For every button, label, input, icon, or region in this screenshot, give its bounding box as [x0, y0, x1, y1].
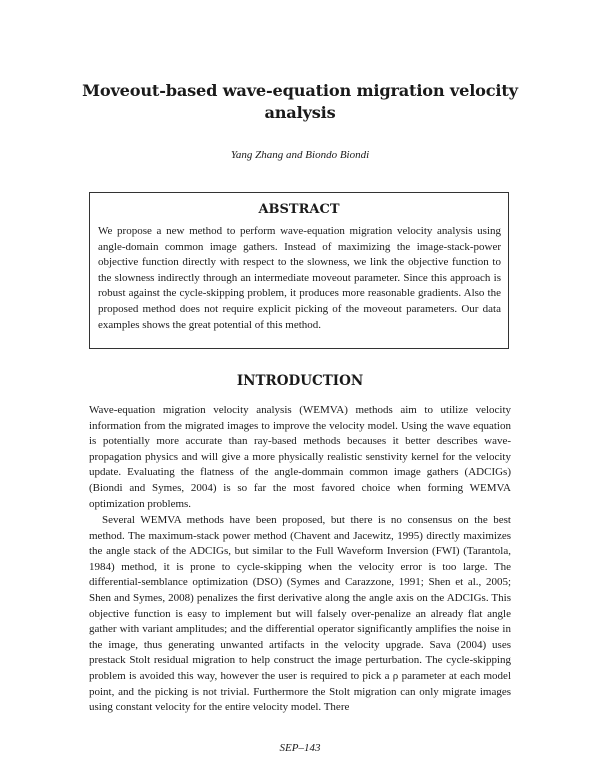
- paper-title: Moveout-based wave-equation migration velocity analysis: [82, 81, 518, 122]
- section-heading-introduction: INTRODUCTION: [236, 373, 364, 389]
- introduction-paragraph-2: Several WEMVA methods have been proposed, but there is no consensus on the best method. The maximum-stack power method (Chavent and Jacewitz, 1995) directly maximizes the angle stack of the ADCIGs, but similar to the Full Waveform Inversion (FWI) (Tarantola, 1984) method, it is prone to cycle-skipping when the velocity error is too large. The differential-semblance optimization (DSO) (Symes and Carazzone, 1991; Shen et al., 2005; Shen and Symes, 2008) penalizes the first derivative along the angle axis on the ADCIGs. This objective function is easy to implement but will falsely over-penalize an already flat angle gather with variant amplitudes; and the differential operator significantly amplifies the noise in the image, thus generating unwanted artifacts in the velocity upgrade. Sava (2004) uses prestack Stolt residual migration to help construct the image perturbation. The cycle-skipping problem is avoided this way, however the user is required to pick a ρ parameter at each model point, and the picking is not trivial. Furthermore the Stolt migration can only migrate images using constant velocity for the entire velocity model. There: [89, 514, 511, 714]
- abstract-text: We propose a new method to perform wave-equation migration velocity analysis using angle-domain common image gathers. Instead of maximizing the image-stack-power objective function directly with respect to the slowness, we link the objective function to the slowness indirectly through an intermediate moveout parameter. Since this approach is robust against the cycle-skipping problem, it produces more reasonable gradients. Also the proposed method does not require explicit picking of the moveout parameters. Our data examples shows the great potential of this method.: [98, 225, 501, 331]
- page-footer: SEP–143: [279, 742, 321, 754]
- abstract-box: [89, 192, 509, 349]
- abstract-heading: ABSTRACT: [258, 202, 340, 217]
- paper-authors: Yang Zhang and Biondo Biondi: [230, 149, 370, 161]
- introduction-paragraph-1: Wave-equation migration velocity analysis (WEMVA) methods aim to utilize velocity information from the migrated images to improve the velocity model. Using the wave equation is potentially more accurate than ray-based methods becauses it better describes wave-propagation physics and will give a more physically realistic senstivity kernel for the velocity update. Evaluating the flatness of the angle-dommain common image gathers (ADCIGs) (Biondi and Symes, 2004) is so far the most favored choice when forming WEMVA optimization problems.: [89, 404, 511, 510]
